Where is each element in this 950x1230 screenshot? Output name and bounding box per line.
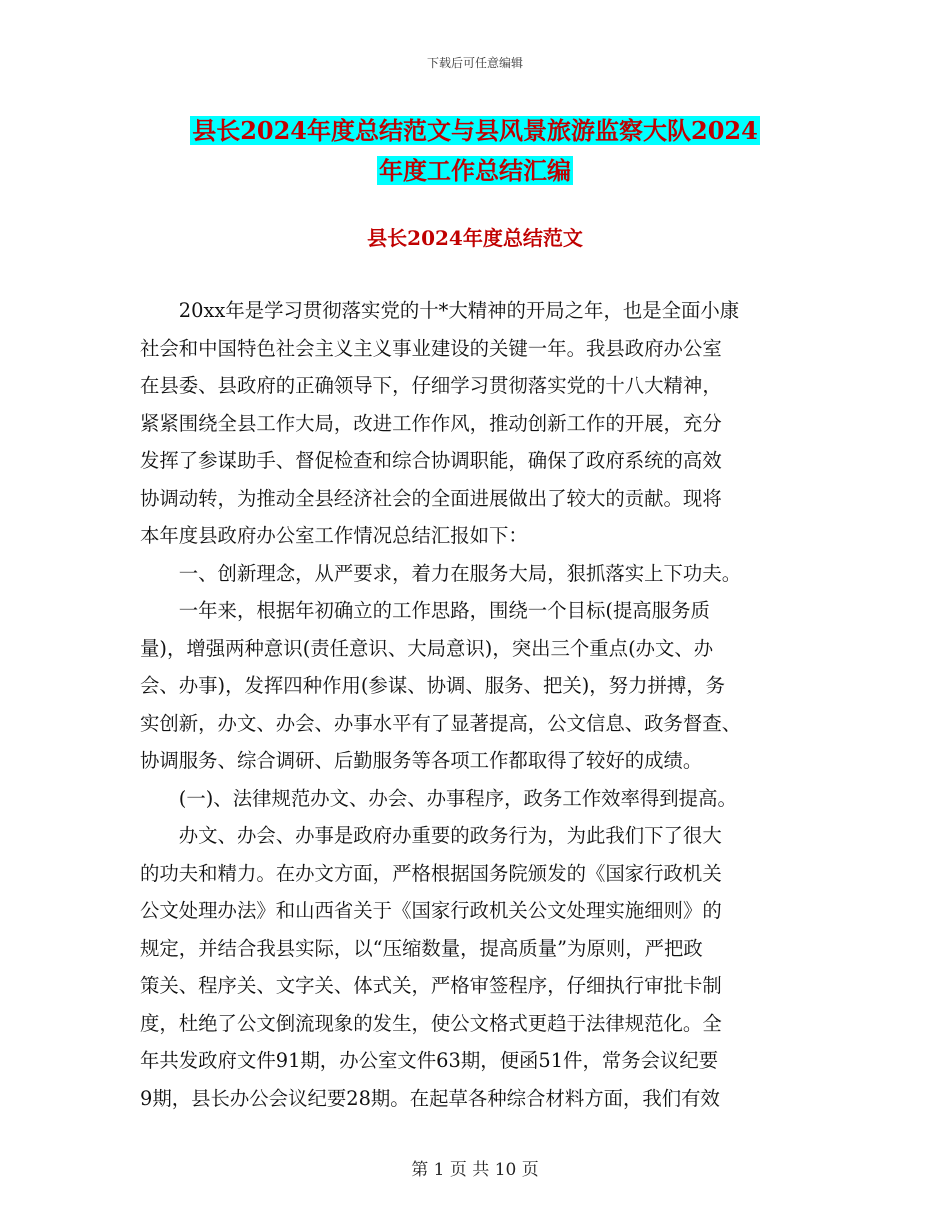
document-title-line-1: 县长2024年度总结范文与县风景旅游监察大队2024 xyxy=(192,116,758,145)
body-line: (一)、法律规范办文、办会、办事程序，政务工作效率得到提高。 xyxy=(140,786,737,810)
body-line: 公文处理办法》和山西省关于《国家行政机关公文处理实施细则》的 xyxy=(140,899,722,922)
page-footer: 第 1 页 共 10 页 xyxy=(411,1160,539,1180)
body-line: 紧紧围绕全县工作大局，改进工作作风，推动创新工作的开展，充分 xyxy=(140,411,722,435)
body-line: 量)，增强两种意识(责任意识、大局意识)，突出三个重点(办文、办 xyxy=(140,636,714,660)
body-line: 度，杜绝了公文倒流现象的发生，使公文格式更趋于法律规范化。全 xyxy=(140,1011,722,1035)
body-line: 会、办事)，发挥四种作用(参谋、协调、服务、把关)，努力拼搏，务 xyxy=(140,674,726,697)
body-line: 办文、办会、办事是政府办重要的政务行为，为此我们下了很大 xyxy=(140,824,722,847)
body-line: 实创新，办文、办会、办事水平有了显著提高，公文信息、政务督查、 xyxy=(140,711,742,735)
page-header-note: 下载后可任意编辑 xyxy=(426,56,523,70)
body-line: 一、创新理念，从严要求，着力在服务大局，狠抓落实上下功夫。 xyxy=(140,561,742,585)
section-title: 县长2024年度总结范文 xyxy=(367,226,583,250)
body-line: 发挥了参谋助手、督促检查和综合协调职能，确保了政府系统的高效 xyxy=(140,449,722,472)
body-line: 一年来，根据年初确立的工作思路，围绕一个目标(提高服务质 xyxy=(140,599,710,622)
body-line: 规定，并结合我县实际，以“压缩数量，提高质量”为原则，严把政 xyxy=(140,936,703,960)
body-line: 的功夫和精力。在办文方面，严格根据国务院颁发的《国家行政机关 xyxy=(140,861,722,885)
body-text xyxy=(140,292,812,1117)
body-line: 协调动转，为推动全县经济社会的全面进展做出了较大的贡献。现将 xyxy=(140,486,722,510)
body-line: 策关、程序关、文字关、体式关，严格审签程序，仔细执行审批卡制 xyxy=(140,974,722,997)
body-line: 年共发政府文件91期，办公室文件63期，便函51件，常务会议纪要 xyxy=(140,1049,719,1072)
document-title-line-2: 年度工作总结汇编 xyxy=(379,156,571,185)
body-line: 本年度县政府办公室工作情况总结汇报如下： xyxy=(140,524,528,547)
body-line: 20xx年是学习贯彻落实党的十*大精神的开局之年，也是全面小康 xyxy=(140,299,740,322)
body-line: 9期，县长办公会议纪要28期。在起草各种综合材料方面，我们有效 xyxy=(140,1086,720,1110)
body-line: 协调服务、综合调研、后勤服务等各项工作都取得了较好的成绩。 xyxy=(140,749,703,772)
body-line: 社会和中国特色社会主义主义事业建设的关键一年。我县政府办公室 xyxy=(140,336,722,360)
document-title xyxy=(140,111,810,191)
body-line: 在县委、县政府的正确领导下，仔细学习贯彻落实党的十八大精神， xyxy=(140,374,722,397)
